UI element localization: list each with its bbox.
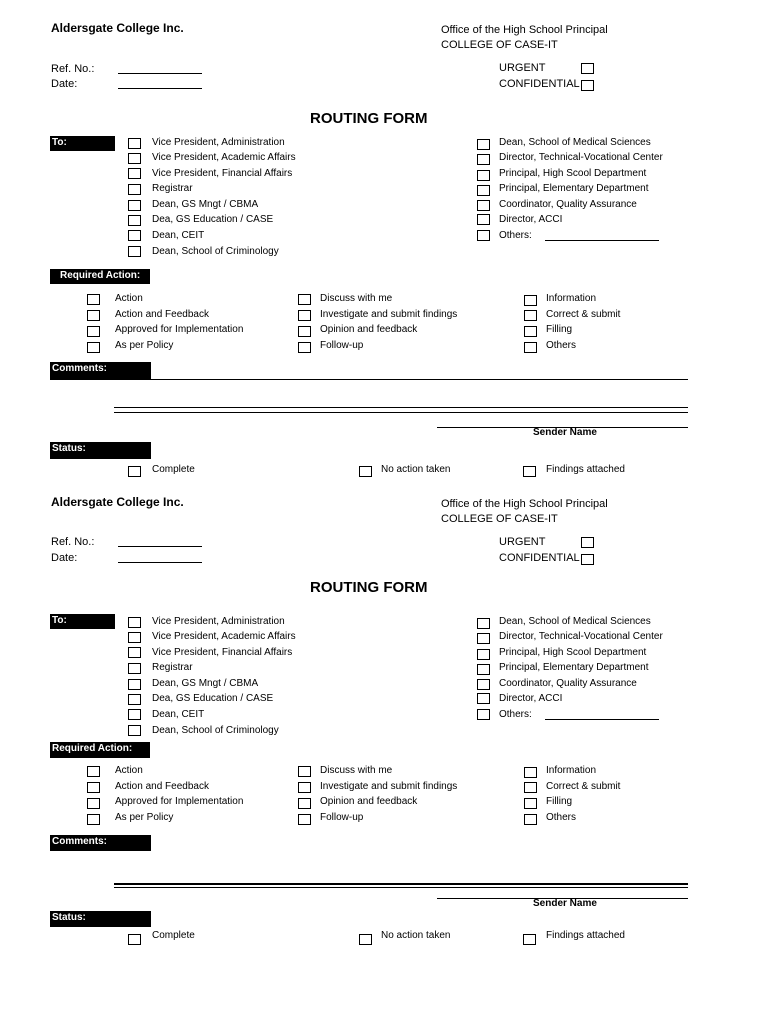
college-name: Aldersgate College Inc.: [51, 21, 184, 35]
status-option: No action taken: [381, 464, 451, 475]
to-checkbox[interactable]: [128, 138, 141, 149]
action-item: Information: [546, 293, 597, 304]
to-left-item: Dea, GS Education / CASE: [152, 214, 274, 225]
to-right-item: Principal, High Scool Department: [499, 647, 647, 658]
required-action-label: Required Action:: [50, 269, 150, 284]
to-left-item: Dean, CEIT: [152, 230, 205, 241]
to-checkbox[interactable]: [477, 633, 490, 644]
to-checkbox[interactable]: [477, 170, 490, 181]
to-right-item: Others:: [499, 230, 532, 241]
action-item: Filling: [546, 324, 573, 335]
to-checkbox[interactable]: [477, 214, 490, 225]
urgent-label: URGENT: [499, 62, 546, 74]
action-checkbox[interactable]: [87, 766, 100, 777]
to-checkbox[interactable]: [477, 154, 490, 165]
ref-no-label: Ref. No.:: [51, 536, 95, 548]
action-item: Approved for Implementation: [115, 796, 244, 807]
form-title: ROUTING FORM: [310, 110, 428, 127]
to-checkbox[interactable]: [128, 679, 141, 690]
action-checkbox[interactable]: [298, 782, 311, 793]
to-right-item: Coordinator, Quality Assurance: [499, 678, 637, 689]
action-checkbox[interactable]: [298, 326, 311, 337]
to-checkbox[interactable]: [128, 647, 141, 658]
status-option: Findings attached: [546, 930, 625, 941]
confidential-label: CONFIDENTIAL: [499, 78, 580, 90]
comments-line[interactable]: [114, 883, 688, 885]
to-checkbox[interactable]: [477, 649, 490, 660]
to-checkbox[interactable]: [128, 153, 141, 164]
confidential-checkbox[interactable]: [581, 80, 594, 91]
to-left-item: Registrar: [152, 662, 193, 673]
comments-label: Comments:: [50, 835, 151, 851]
to-checkbox[interactable]: [128, 663, 141, 674]
to-checkbox[interactable]: [128, 246, 141, 257]
to-checkbox[interactable]: [128, 709, 141, 720]
action-checkbox[interactable]: [524, 767, 537, 778]
to-right-item: Principal, Elementary Department: [499, 183, 649, 194]
action-checkbox[interactable]: [87, 798, 100, 809]
action-checkbox[interactable]: [298, 798, 311, 809]
action-item: Discuss with me: [320, 293, 393, 304]
action-item: Correct & submit: [546, 309, 621, 320]
action-item: Information: [546, 765, 597, 776]
office-line-2: COLLEGE OF CASE-IT: [441, 513, 558, 525]
action-checkbox[interactable]: [298, 814, 311, 825]
action-checkbox[interactable]: [524, 798, 537, 809]
comments-line[interactable]: [114, 407, 688, 408]
confidential-checkbox[interactable]: [581, 554, 594, 565]
urgent-checkbox[interactable]: [581, 63, 594, 74]
ref-no-label: Ref. No.:: [51, 63, 95, 75]
to-left-item: Dean, GS Mngt / CBMA: [152, 678, 259, 689]
to-label: To:: [50, 614, 115, 629]
action-item: Action: [115, 293, 143, 304]
action-item: Follow-up: [320, 812, 364, 823]
action-item: Opinion and feedback: [320, 796, 418, 807]
status-checkbox[interactable]: [523, 934, 536, 945]
to-right-item: Director, ACCI: [499, 214, 563, 225]
comments-line[interactable]: [114, 887, 688, 888]
to-checkbox[interactable]: [477, 139, 490, 150]
form-title: ROUTING FORM: [310, 579, 428, 596]
action-item: Others: [546, 340, 577, 351]
date-label: Date:: [51, 552, 78, 564]
comments-line[interactable]: [151, 379, 688, 380]
to-checkbox[interactable]: [128, 184, 141, 195]
ref-no-field[interactable]: [118, 546, 202, 547]
status-checkbox[interactable]: [359, 466, 372, 477]
to-left-item: Vice President, Academic Affairs: [152, 631, 296, 642]
urgent-checkbox[interactable]: [581, 537, 594, 548]
office-line-2: COLLEGE OF CASE-IT: [441, 39, 558, 51]
action-checkbox[interactable]: [524, 295, 537, 306]
status-label: Status:: [50, 911, 151, 927]
action-checkbox[interactable]: [524, 342, 537, 353]
to-right-item: Dean, School of Medical Sciences: [499, 137, 651, 148]
to-checkbox[interactable]: [128, 725, 141, 736]
to-label: To:: [50, 136, 115, 151]
to-left-item: Dea, GS Education / CASE: [152, 693, 274, 704]
action-checkbox[interactable]: [298, 342, 311, 353]
status-option: Findings attached: [546, 464, 625, 475]
status-checkbox[interactable]: [128, 934, 141, 945]
to-left-item: Dean, School of Criminology: [152, 246, 279, 257]
to-right-item: Others:: [499, 709, 532, 720]
to-checkbox[interactable]: [128, 694, 141, 705]
to-right-item: Director, Technical-Vocational Center: [499, 631, 663, 642]
to-right-item: Dean, School of Medical Sciences: [499, 616, 651, 627]
status-option: Complete: [152, 930, 195, 941]
to-right-item: Principal, High Scool Department: [499, 168, 647, 179]
status-option: Complete: [152, 464, 195, 475]
to-checkbox[interactable]: [128, 617, 141, 628]
to-left-item: Dean, CEIT: [152, 709, 205, 720]
action-item: Action and Feedback: [115, 781, 209, 792]
others-field[interactable]: [545, 719, 659, 720]
to-right-item: Director, ACCI: [499, 693, 563, 704]
office-line-1: Office of the High School Principal: [441, 498, 608, 510]
action-item: Discuss with me: [320, 765, 393, 776]
action-checkbox[interactable]: [87, 342, 100, 353]
to-checkbox[interactable]: [128, 200, 141, 211]
date-field[interactable]: [118, 88, 202, 89]
action-item: Investigate and submit findings: [320, 781, 458, 792]
to-right-item: Director, Technical-Vocational Center: [499, 152, 663, 163]
to-checkbox[interactable]: [477, 709, 490, 720]
action-checkbox[interactable]: [87, 326, 100, 337]
action-item: Others: [546, 812, 577, 823]
to-checkbox[interactable]: [128, 632, 141, 643]
action-checkbox[interactable]: [87, 310, 100, 321]
status-checkbox[interactable]: [523, 466, 536, 477]
action-checkbox[interactable]: [87, 782, 100, 793]
to-checkbox[interactable]: [477, 230, 490, 241]
action-checkbox[interactable]: [524, 326, 537, 337]
to-right-item: Coordinator, Quality Assurance: [499, 199, 637, 210]
confidential-label: CONFIDENTIAL: [499, 552, 580, 564]
to-checkbox[interactable]: [128, 168, 141, 179]
action-checkbox[interactable]: [524, 310, 537, 321]
action-item: As per Policy: [115, 812, 174, 823]
status-checkbox[interactable]: [128, 466, 141, 477]
action-checkbox[interactable]: [298, 310, 311, 321]
required-action-label: Required Action:: [50, 742, 150, 758]
sender-name-label: Sender Name: [533, 427, 597, 438]
to-checkbox[interactable]: [477, 618, 490, 629]
to-checkbox[interactable]: [477, 664, 490, 675]
action-item: As per Policy: [115, 340, 174, 351]
to-left-item: Vice President, Academic Affairs: [152, 152, 296, 163]
to-checkbox[interactable]: [128, 230, 141, 241]
action-item: Action: [115, 765, 143, 776]
to-left-item: Vice President, Administration: [152, 616, 285, 627]
to-checkbox[interactable]: [477, 693, 490, 704]
action-item: Correct & submit: [546, 781, 621, 792]
sender-name-label: Sender Name: [533, 898, 597, 909]
to-checkbox[interactable]: [477, 200, 490, 211]
urgent-label: URGENT: [499, 536, 546, 548]
action-item: Investigate and submit findings: [320, 309, 458, 320]
date-field[interactable]: [118, 562, 202, 563]
date-label: Date:: [51, 78, 78, 90]
action-item: Filling: [546, 796, 573, 807]
to-checkbox[interactable]: [128, 215, 141, 226]
action-checkbox[interactable]: [298, 766, 311, 777]
action-item: Follow-up: [320, 340, 364, 351]
to-left-item: Vice President, Financial Affairs: [152, 647, 293, 658]
to-right-item: Principal, Elementary Department: [499, 662, 649, 673]
to-left-item: Registrar: [152, 183, 193, 194]
action-item: Approved for Implementation: [115, 324, 244, 335]
to-left-item: Vice President, Financial Affairs: [152, 168, 293, 179]
office-line-1: Office of the High School Principal: [441, 24, 608, 36]
to-checkbox[interactable]: [477, 185, 490, 196]
to-left-item: Dean, School of Criminology: [152, 725, 279, 736]
status-checkbox[interactable]: [359, 934, 372, 945]
comments-line[interactable]: [114, 412, 688, 413]
action-item: Opinion and feedback: [320, 324, 418, 335]
to-left-item: Vice President, Administration: [152, 137, 285, 148]
action-item: Action and Feedback: [115, 309, 209, 320]
action-checkbox[interactable]: [87, 294, 100, 305]
action-checkbox[interactable]: [298, 294, 311, 305]
ref-no-field[interactable]: [118, 73, 202, 74]
comments-label: Comments:: [50, 362, 151, 380]
to-left-item: Dean, GS Mngt / CBMA: [152, 199, 259, 210]
action-checkbox[interactable]: [524, 782, 537, 793]
status-label: Status:: [50, 442, 151, 459]
action-checkbox[interactable]: [524, 814, 537, 825]
others-field[interactable]: [545, 240, 659, 241]
college-name: Aldersgate College Inc.: [51, 495, 184, 509]
action-checkbox[interactable]: [87, 814, 100, 825]
status-option: No action taken: [381, 930, 451, 941]
to-checkbox[interactable]: [477, 679, 490, 690]
